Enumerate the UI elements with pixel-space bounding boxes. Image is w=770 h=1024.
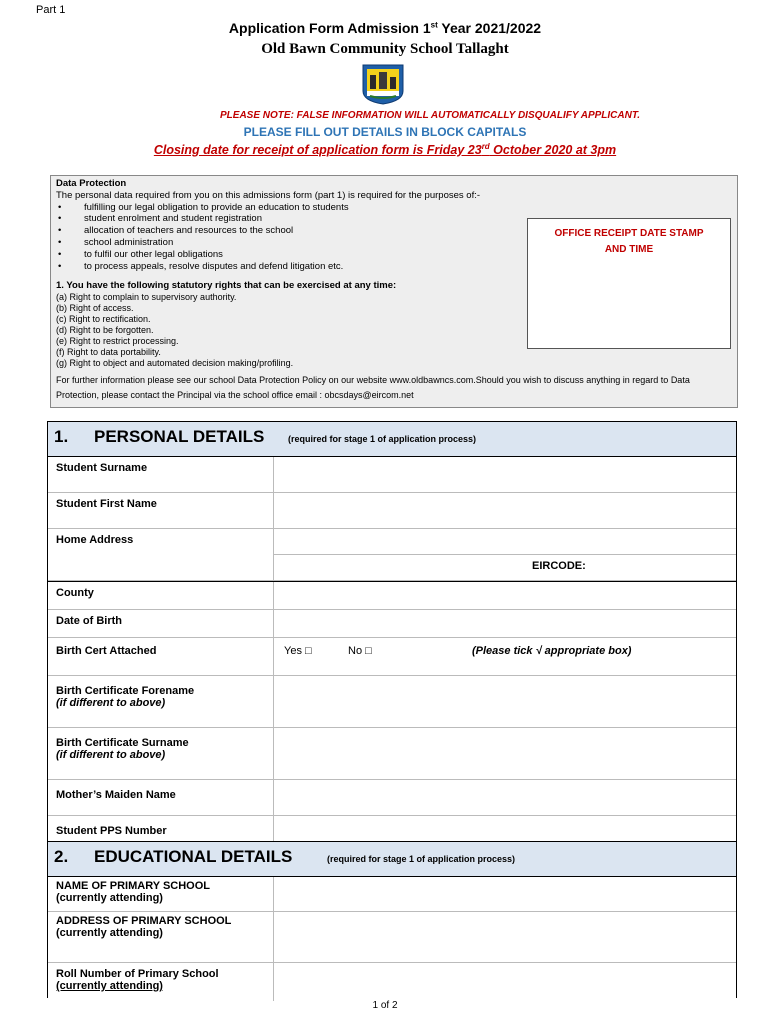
table-row (48, 676, 736, 728)
section-number: 2. (54, 847, 69, 866)
section-title: PERSONAL DETAILS (94, 427, 265, 446)
surname-field[interactable] (274, 457, 736, 492)
primary-name-note: (currently attending) (56, 892, 163, 904)
list-item: • fulfilling our legal obligation to provide an education to students (56, 202, 732, 214)
table-row (48, 963, 736, 1001)
list-item: • school administration (56, 237, 732, 249)
maiden-name-label: Mother’s Maiden Name (48, 780, 274, 815)
home-address-field[interactable] (274, 529, 736, 580)
maiden-name-field[interactable] (274, 780, 736, 815)
roll-number-field[interactable] (274, 963, 736, 1001)
bc-forename-field[interactable] (274, 676, 736, 727)
school-name: Old Bawn Community School Tallaght (261, 41, 509, 57)
bc-forename-label: Birth Certificate Forename (if different to above) (48, 676, 274, 727)
closing-date-note: Closing date for receipt of application form is Friday 23rd October 2020 at 3pm (153, 142, 617, 158)
bc-surname-field[interactable] (274, 728, 736, 779)
table-row (48, 780, 736, 816)
dob-label: Date of Birth (48, 610, 274, 637)
table-row (48, 877, 736, 912)
dob-field[interactable] (274, 610, 736, 637)
bc-forename-note: (if different to above) (56, 697, 166, 709)
list-item: (b) Right of access. (56, 303, 134, 314)
first-name-field[interactable] (274, 493, 736, 528)
list-item: • to process appeals, resolve disputes and defend litigation etc. (56, 261, 732, 273)
yes-checkbox[interactable]: Yes □ (284, 645, 312, 657)
primary-address-label: ADDRESS OF PRIMARY SCHOOL (currently attending) (48, 912, 274, 962)
block-capitals-note: PLEASE FILL OUT DETAILS IN BLOCK CAPITALS (243, 125, 527, 139)
table-row (48, 912, 736, 963)
disqualify-note: PLEASE NOTE: FALSE INFORMATION WILL AUTOMATICALLY DISQUALIFY APPLICANT. (220, 110, 640, 121)
table-row (48, 529, 736, 581)
dp-intro: The personal data required from you on this admissions form (part 1) is required for the purposes of:- (56, 189, 481, 201)
personal-details-section (47, 421, 737, 852)
table-row (48, 457, 736, 493)
form-title: Application Form Admission 1st Year 2021/2022 (228, 20, 542, 36)
list-item: (f) Right to data portability. (56, 347, 161, 358)
dp-heading: Data Protection (56, 178, 127, 189)
roll-number-label: Roll Number of Primary School (currently attending) (48, 963, 274, 1001)
first-name-label: Student First Name (48, 493, 274, 528)
home-address-label: Home Address (48, 529, 274, 580)
part-label: Part 1 (36, 4, 66, 16)
primary-address-note: (currently attending) (56, 927, 163, 939)
dp-further-info: For further information please see our school Data Protection Policy on our website www.oldbawncs.com.Should you wish to discuss anything in regard to Data Protection, please contact the Principal via the school office email : obcsdays@eircom.net (56, 375, 690, 401)
county-field[interactable] (274, 582, 736, 609)
birth-cert-field (274, 638, 736, 675)
page-number: 1 of 2 (372, 1000, 398, 1011)
section-header (48, 842, 736, 877)
list-item: (c) Right to rectification. (56, 314, 151, 325)
bc-surname-label: Birth Certificate Surname (if different to above) (48, 728, 274, 779)
section-required-note: (required for stage 1 of application process) (288, 434, 477, 444)
office-stamp-box: OFFICE RECEIPT DATE STAMP AND TIME (527, 218, 731, 349)
list-item: • to fulfil our other legal obligations (56, 249, 732, 261)
school-crest-logo (358, 63, 408, 105)
section-title: EDUCATIONAL DETAILS (94, 847, 293, 866)
eircode-label: EIRCODE: (532, 560, 586, 572)
list-item: • allocation of teachers and resources to the school (56, 225, 732, 237)
section-header (48, 422, 736, 457)
no-checkbox[interactable]: No □ (348, 645, 372, 657)
pps-label: Student PPS Number (48, 816, 274, 851)
list-item: (g) Right to object and automated decision making/profiling. (56, 358, 294, 369)
surname-label: Student Surname (48, 457, 274, 492)
address-divider (274, 554, 736, 555)
list-item: (e) Right to restrict processing. (56, 336, 179, 347)
table-row (48, 728, 736, 780)
roll-number-note: (currently attending) (56, 980, 163, 992)
list-item: (d) Right to be forgotten. (56, 325, 154, 336)
table-row (48, 638, 736, 676)
list-item: • student enrolment and student registration (56, 213, 732, 225)
birth-cert-label: Birth Cert Attached (48, 638, 274, 675)
table-row (48, 610, 736, 638)
primary-address-field[interactable] (274, 912, 736, 962)
bc-surname-note: (if different to above) (56, 749, 166, 761)
educational-details-section (47, 841, 737, 998)
list-item: (a) Right to complain to supervisory authority. (56, 292, 237, 303)
section-required-note: (required for stage 1 of application process) (327, 854, 516, 864)
county-label: County (48, 582, 274, 609)
rights-title: 1. You have the following statutory rights that can be exercised at any time: (56, 280, 397, 292)
section-number: 1. (54, 427, 69, 446)
table-row (48, 581, 736, 610)
primary-name-label: NAME OF PRIMARY SCHOOL (currently attending) (48, 877, 274, 911)
table-row (48, 493, 736, 529)
tick-hint: (Please tick √ appropriate box) (472, 645, 632, 657)
primary-name-field[interactable] (274, 877, 736, 911)
